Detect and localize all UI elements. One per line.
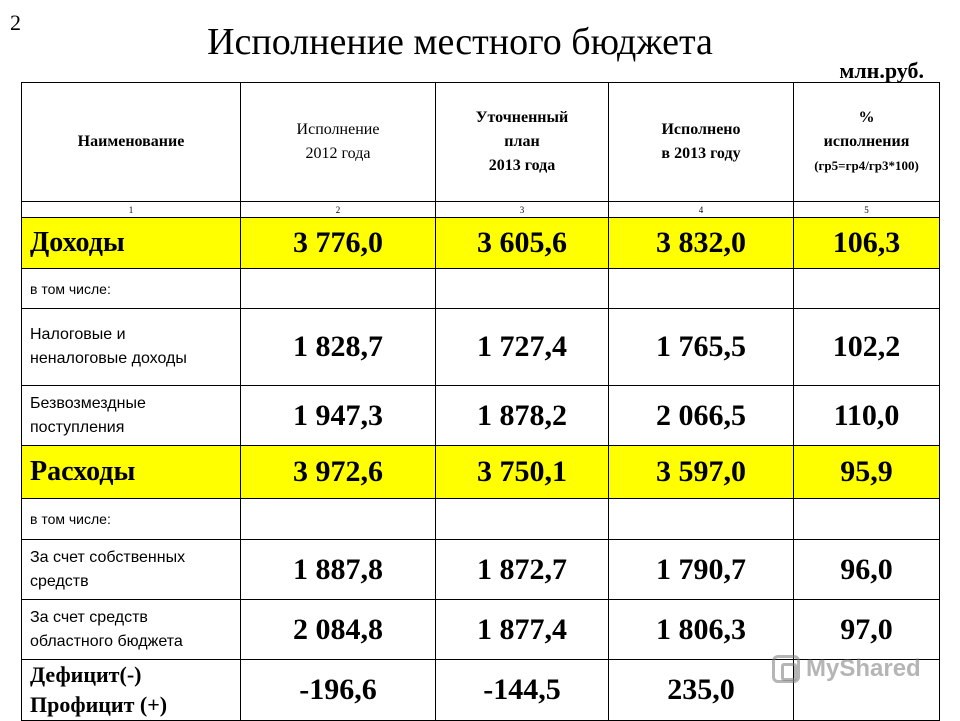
empty-cell xyxy=(436,269,609,309)
column-number: 2 xyxy=(241,202,436,218)
unit-label: млн.руб. xyxy=(839,58,924,83)
value-plan-2013: 1 877,4 xyxy=(436,600,609,660)
row-name: Расходы xyxy=(22,446,241,499)
value-percent: 96,0 xyxy=(794,540,940,600)
empty-cell xyxy=(609,269,794,309)
value-percent: 102,2 xyxy=(794,309,940,386)
row-name: в том числе: xyxy=(22,269,241,309)
header-name: Наименование xyxy=(22,83,241,202)
row-name: Безвозмездные поступления xyxy=(22,386,241,446)
value-percent: 110,0 xyxy=(794,386,940,446)
value-percent: 106,3 xyxy=(794,218,940,269)
page-title: Исполнение местного бюджета xyxy=(207,21,713,63)
table-row-grants xyxy=(22,386,940,446)
value-2012: 3 776,0 xyxy=(241,218,436,269)
row-name: в том числе: xyxy=(22,499,241,540)
column-number-row xyxy=(22,202,940,218)
value-plan-2013: 1 872,7 xyxy=(436,540,609,600)
table-row-including xyxy=(22,499,940,540)
value-fact-2013: 1 790,7 xyxy=(609,540,794,600)
table-row-own-funds xyxy=(22,540,940,600)
value-plan-2013: 3 605,6 xyxy=(436,218,609,269)
column-number: 5 xyxy=(794,202,940,218)
value-fact-2013: 2 066,5 xyxy=(609,386,794,446)
value-plan-2013: 3 750,1 xyxy=(436,446,609,499)
row-name: За счет собственных средств xyxy=(22,540,241,600)
slide-number: 2 xyxy=(10,10,21,35)
watermark-logo-icon xyxy=(772,655,800,683)
empty-cell xyxy=(241,499,436,540)
value-percent: 95,9 xyxy=(794,446,940,499)
row-name: За счет средств областного бюджета xyxy=(22,600,241,660)
empty-cell xyxy=(794,269,940,309)
header-2012: Исполнение 2012 года xyxy=(241,83,436,202)
row-name: Налоговые и неналоговые доходы xyxy=(22,309,241,386)
value-percent: 97,0 xyxy=(794,600,940,660)
empty-cell xyxy=(794,499,940,540)
value-fact-2013: 3 597,0 xyxy=(609,446,794,499)
row-name: Дефицит(-) Профицит (+) xyxy=(22,660,241,721)
value-2012: 3 972,6 xyxy=(241,446,436,499)
empty-cell xyxy=(609,499,794,540)
header-percent: % исполнения (гр5=гр4/гр3*100) xyxy=(794,83,940,202)
header-plan-2013: Уточненный план 2013 года xyxy=(436,83,609,202)
table-row-tax-income xyxy=(22,309,940,386)
value-plan-2013: 1 727,4 xyxy=(436,309,609,386)
column-number: 1 xyxy=(22,202,241,218)
value-fact-2013: 1 806,3 xyxy=(609,600,794,660)
table-row-expenses xyxy=(22,446,940,499)
watermark-text: MyShared xyxy=(806,655,921,682)
value-fact-2013: 1 765,5 xyxy=(609,309,794,386)
watermark xyxy=(772,655,921,683)
table-row-income xyxy=(22,218,940,269)
header-row xyxy=(22,83,940,202)
value-2012: 1 828,7 xyxy=(241,309,436,386)
empty-cell xyxy=(436,499,609,540)
value-fact-2013: 3 832,0 xyxy=(609,218,794,269)
row-name: Доходы xyxy=(22,218,241,269)
budget-table xyxy=(21,82,940,721)
empty-cell xyxy=(241,269,436,309)
table-row-regional-funds xyxy=(22,600,940,660)
column-number: 3 xyxy=(436,202,609,218)
value-2012: 1 947,3 xyxy=(241,386,436,446)
value-2012: 2 084,8 xyxy=(241,600,436,660)
header-fact-2013: Исполнено в 2013 году xyxy=(609,83,794,202)
value-fact-2013: 235,0 xyxy=(609,660,794,721)
column-number: 4 xyxy=(609,202,794,218)
value-plan-2013: -144,5 xyxy=(436,660,609,721)
value-2012: 1 887,8 xyxy=(241,540,436,600)
table-row-including xyxy=(22,269,940,309)
value-2012: -196,6 xyxy=(241,660,436,721)
value-plan-2013: 1 878,2 xyxy=(436,386,609,446)
